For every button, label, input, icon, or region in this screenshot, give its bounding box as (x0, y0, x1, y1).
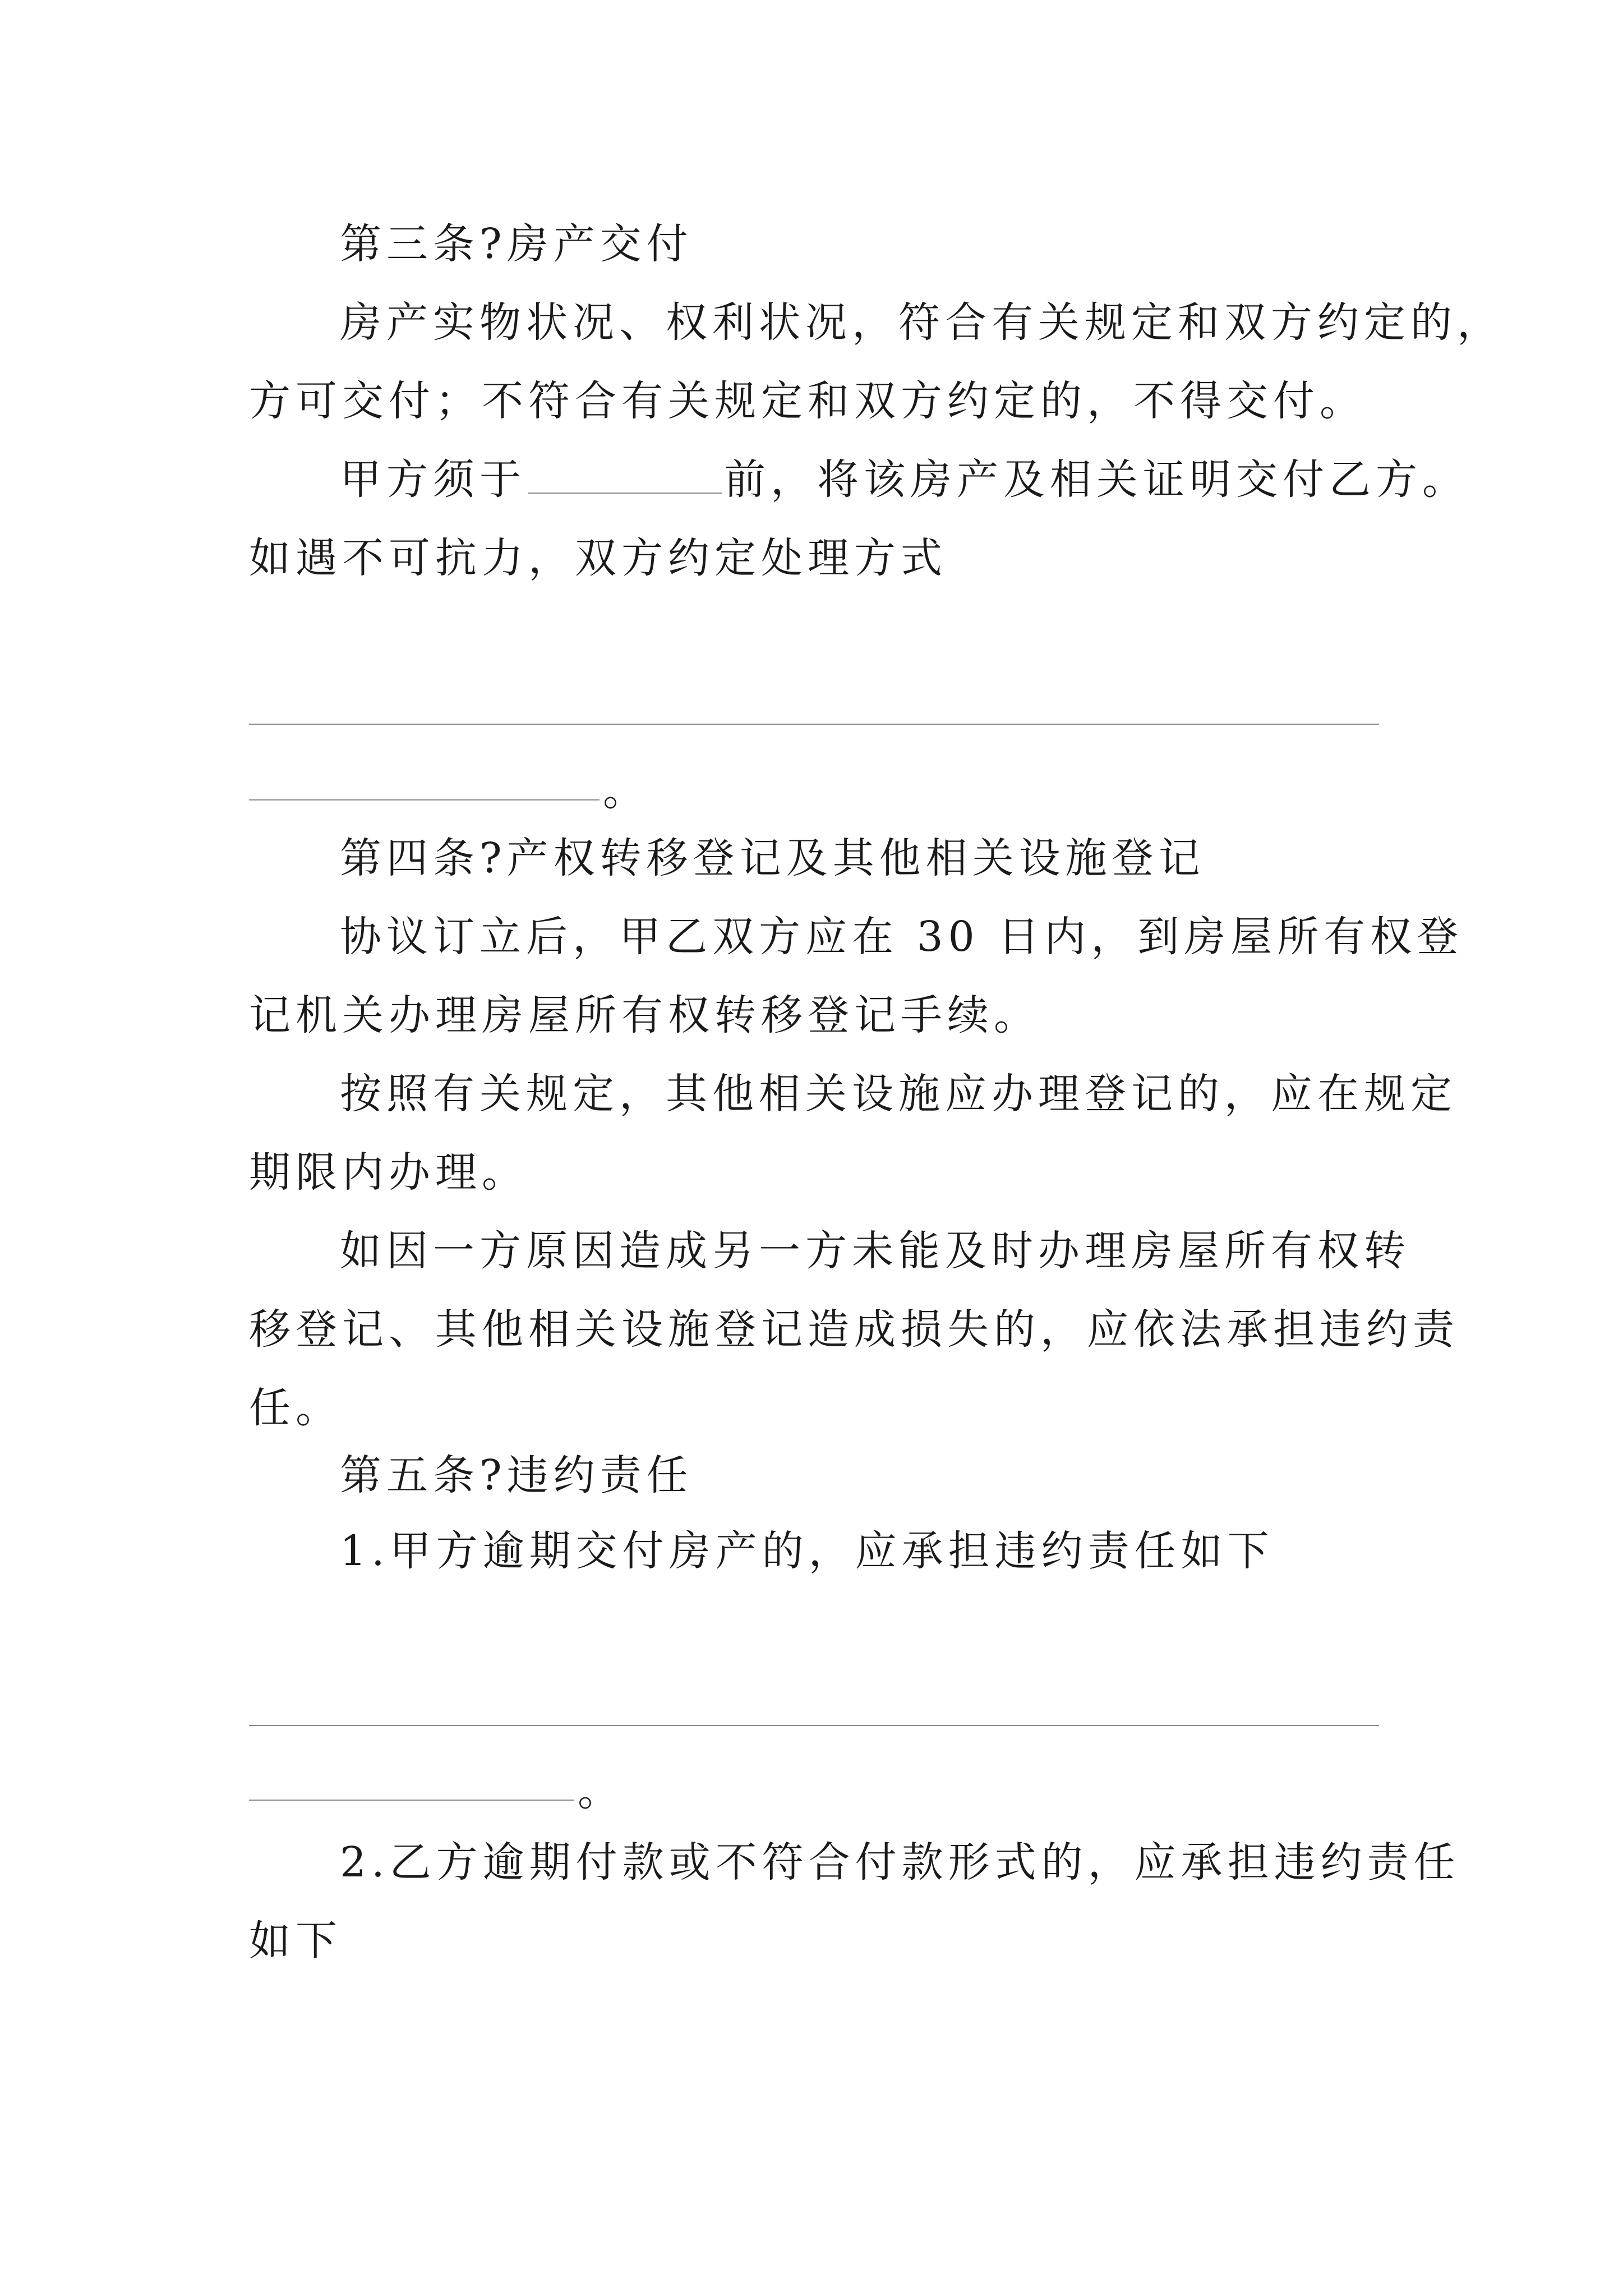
article5-heading: 第五条?违约责任 (340, 1451, 693, 1499)
article3-blank-end: 。 (603, 767, 644, 815)
article4-p1-line1: 协议订立后，甲乙双方应在 30 日内，到房屋所有权登 (340, 913, 1464, 961)
article4-heading: 第四条?产权转移登记及其他相关设施登记 (340, 834, 1205, 882)
article4-p3-line2: 移登记、其他相关设施登记造成损失的，应依法承担违约责 (249, 1305, 1459, 1354)
article4-p3-line1: 如因一方原因造成另一方未能及时办理房屋所有权转 (340, 1227, 1410, 1275)
article5-item2-line2: 如下 (249, 1917, 342, 1965)
article4-p2-line2: 期限内办理。 (249, 1148, 528, 1197)
article3-p2-suffix: 前，将该房产及相关证明交付乙方。 (724, 455, 1469, 504)
article5-item1: 1.甲方逾期交付房产的，应承担违约责任如下 (340, 1527, 1274, 1575)
article3-p2-line2: 如遇不可抗力，双方约定处理方式 (249, 534, 947, 582)
article3-p2-prefix: 甲方须于 (340, 455, 526, 504)
article4-p2-line1: 按照有关规定，其他相关设施应办理登记的，应在规定 (340, 1070, 1457, 1118)
article4-p3-line3: 任。 (249, 1384, 342, 1432)
article4-p1-line2: 记机关办理房屋所有权转移登记手续。 (249, 991, 1040, 1039)
article3-p1-line2: 方可交付；不符合有关规定和双方约定的，不得交付。 (249, 377, 1366, 425)
article3-p1-line1: 房产实物状况、权利状况，符合有关规定和双方约定的， (340, 298, 1504, 347)
item1-blank-line-short (249, 1800, 574, 1801)
force-majeure-blank-line (249, 724, 1379, 725)
article3-p2-line1 (340, 452, 1469, 508)
force-majeure-blank-line-short (249, 799, 600, 800)
item1-blank-line (249, 1725, 1379, 1726)
delivery-date-blank (528, 459, 722, 494)
article5-item2-line1: 2.乙方逾期付款或不符合付款形式的，应承担违约责任 (340, 1838, 1460, 1887)
article3-heading: 第三条?房产交付 (340, 220, 693, 268)
item1-blank-end: 。 (578, 1767, 619, 1815)
